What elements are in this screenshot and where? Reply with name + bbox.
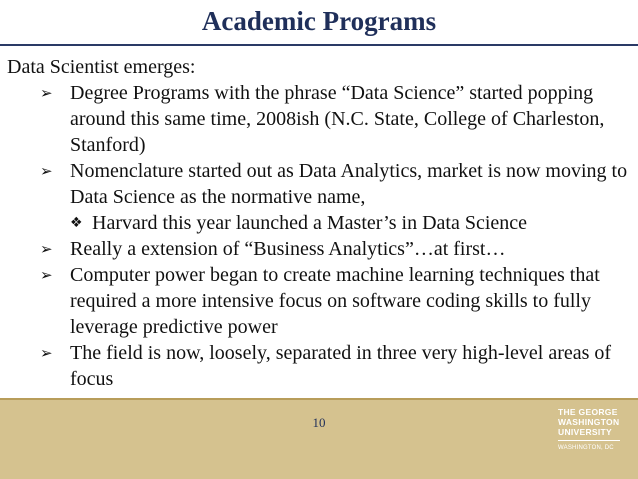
title-divider [0,44,638,46]
logo-location: WASHINGTON, DC [558,445,614,451]
bullet-item [40,80,635,158]
bullet-text: Computer power began to create machine learning techniques that required a more intensive focus on software coding skills to fully leverage predictive power [70,264,600,338]
bullet-text: Degree Programs with the phrase “Data Science” started popping around this same time, 2008ish (N.C. State, College of Charleston, Stanford) [70,82,605,156]
arrowhead-bullet-icon: ➢ [40,344,53,362]
sub-bullet-item [70,210,635,236]
bullet-list [40,80,635,392]
logo-line: UNIVERSITY [558,427,613,437]
bullet-text: The field is now, loosely, separated in three very high-level areas of focus [70,342,612,390]
arrowhead-bullet-icon: ➢ [40,162,53,180]
logo-line: WASHINGTON [558,417,620,427]
bullet-text: Really a extension of “Business Analytics”…at first… [70,238,506,260]
slide-title: Academic Programs [201,6,437,36]
arrowhead-bullet-icon: ➢ [40,266,53,284]
logo-line: THE GEORGE [558,407,618,417]
footer-band [0,398,638,479]
bullet-item [40,236,635,262]
footer-divider [0,398,638,400]
diamond-bullet-icon: ❖ [70,215,83,231]
arrowhead-bullet-icon: ➢ [40,240,53,258]
bullet-text: Nomenclature started out as Data Analytics, market is now moving to Data Science as the normative name, [70,160,628,208]
bullet-item [40,158,635,236]
intro-text: Data Scientist emerges: [7,56,196,78]
university-logo [558,407,624,452]
sub-bullet-text: Harvard this year launched a Master’s in Data Science [92,212,528,234]
bullet-item [40,340,635,392]
bullet-item [40,262,635,340]
page-number: 10 [312,415,326,430]
logo-divider [558,440,620,441]
arrowhead-bullet-icon: ➢ [40,84,53,102]
